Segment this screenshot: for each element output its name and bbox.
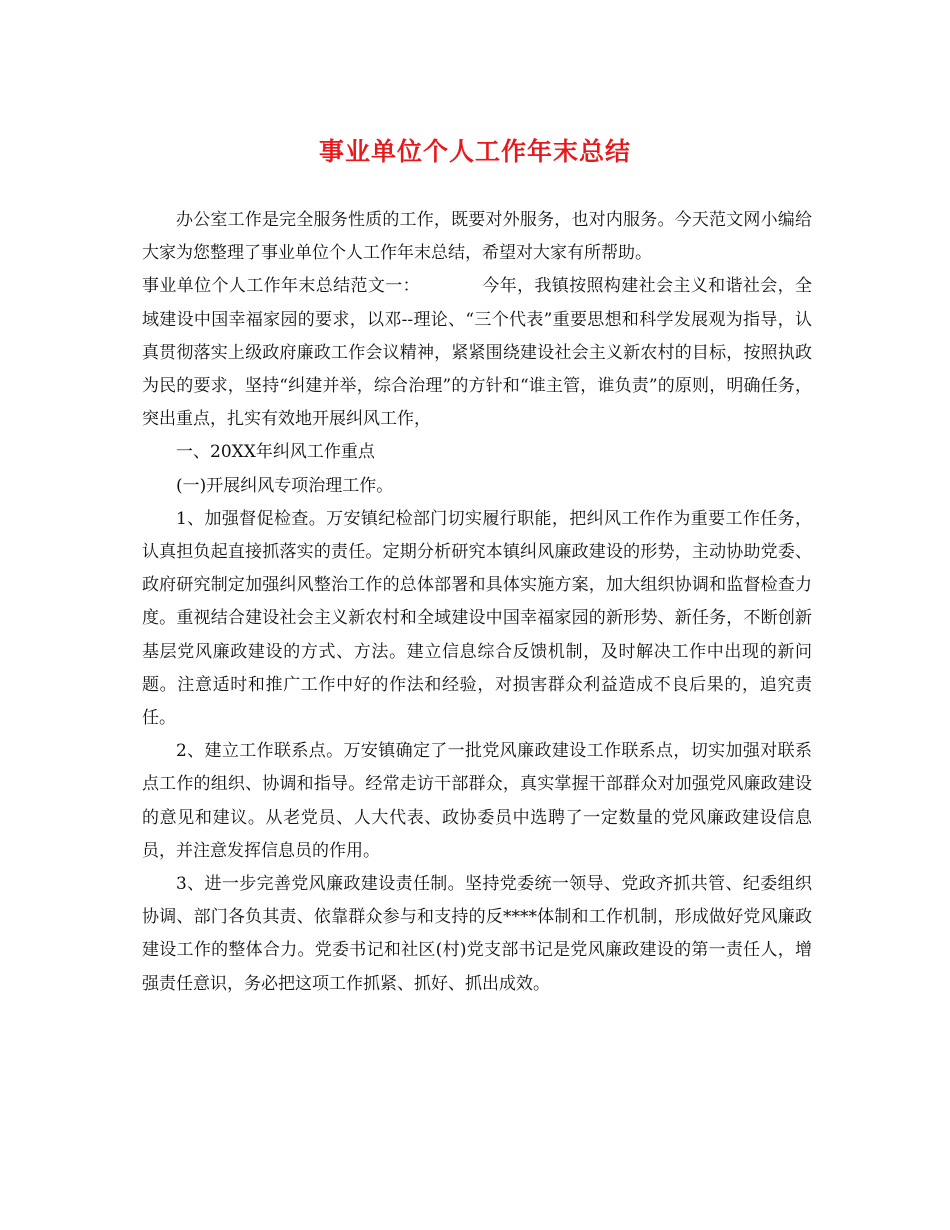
item-paragraph-2: 2、建立工作联系点。万安镇确定了一批党风廉政建设工作联系点，切实加强对联系点工作的组织、协调和指导。经常走访干部群众，真实掌握干部群众对加强党风廉政建设的意见和建议。从老党员、人大代表、政协委员中选聘了一定数量的党风廉政建设信息员，并注意发挥信息员的作用。 xyxy=(142,741,812,861)
intro-paragraph: 办公室工作是完全服务性质的工作，既要对外服务，也对内服务。今天范文网小编给大家为您整理了事业单位个人工作年末总结，希望对大家有所帮助。 xyxy=(142,210,812,264)
section-heading: 一、20XX年纠风工作重点 xyxy=(176,442,375,463)
sample-paragraph xyxy=(142,270,812,436)
item-paragraph-1: 1、加强督促检查。万安镇纪检部门切实履行职能，把纠风工作作为重要工作任务，认真担负起直接抓落实的责任。定期分析研究本镇纠风廉政建设的形势，主动协助党委、政府研究制定加强纠风整治工作的总体部署和具体实施方案，加大组织协调和监督检查力度。重视结合建设社会主义新农村和全域建设中国幸福家园的新形势、新任务，不断创新基层党风廉政建设的方式、方法。建立信息综合反馈机制，及时解决工作中出现的新问题。注意适时和推广工作中好的作法和经验，对损害群众利益造成不良后果的，追究责任。 xyxy=(142,508,812,729)
sample-text: 今年，我镇按照构建社会主义和谐社会，全域建设中国幸福家园的要求，以邓--理论、“三个代表”重要思想和科学发展观为指导，认真贯彻落实上级政府廉政工作会议精神，紧紧围绕建设社会主义新农村的目标，按照执政为民的要求，坚持“纠建并举，综合治理”的方针和“谁主管，谁负责”的原则，明确任务，突出重点，扎实有效地开展纠风工作， xyxy=(142,276,813,430)
subsection-heading: (一)开展纠风专项治理工作。 xyxy=(176,475,394,496)
item-paragraph-3: 3、进一步完善党风廉政建设责任制。坚持党委统一领导、党政齐抓共管、纪委组织协调、部门各负其责、依靠群众参与和支持的反****体制和工作机制，形成做好党风廉政建设工作的整体合力。党委书记和社区(村)党支部书记是党风廉政建设的第一责任人，增强责任意识，务必把这项工作抓紧、抓好、抓出成效。 xyxy=(142,874,812,994)
document-body xyxy=(142,204,812,1001)
sample-heading: 事业单位个人工作年末总结范文一： xyxy=(142,276,420,297)
document-title: 事业单位个人工作年末总结 xyxy=(318,137,631,166)
